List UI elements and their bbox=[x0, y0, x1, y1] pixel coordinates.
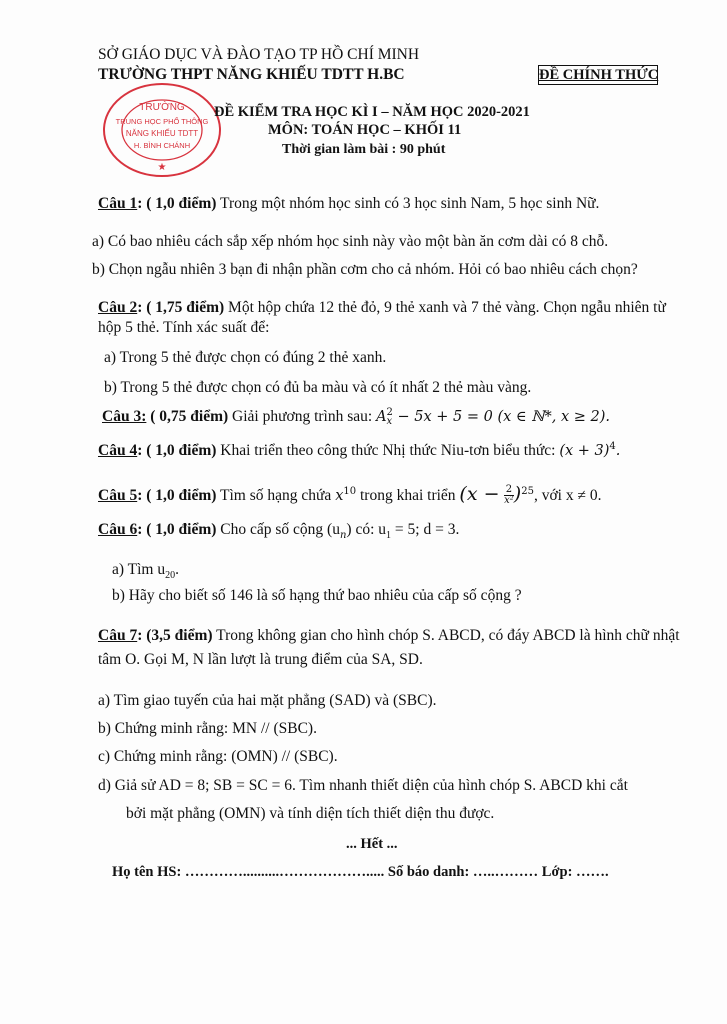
question-4: Câu 4: ( 1,0 điểm) Khai triển theo công thức Nhị thức Niu-tơn biểu thức: $(x + 3)^4$. bbox=[98, 441, 621, 459]
stamp-star-icon: ★ bbox=[157, 162, 167, 173]
question-5-term: $x^{10}$ bbox=[335, 486, 357, 504]
question-5-points: ( 1,0 điểm) bbox=[146, 486, 217, 504]
school-stamp bbox=[100, 80, 224, 180]
question-7-points: (3,5 điểm) bbox=[146, 627, 213, 644]
question-2-text-2: hộp 5 thẻ. Tính xác suất để: bbox=[98, 319, 270, 336]
question-6-points: ( 1,0 điểm) bbox=[146, 521, 217, 538]
question-5-expression: (x − $\frac{2}{\text{x²}}$ )$^{25}$ bbox=[459, 482, 534, 507]
question-1-b: b) Chọn ngẫu nhiên 3 bạn đi nhận phần cơm cho cả nhóm. Hỏi có bao nhiêu cách chọn? bbox=[92, 261, 638, 278]
question-2-a: a) Trong 5 thẻ được chọn có đúng 2 thẻ xanh. bbox=[104, 349, 387, 366]
question-2: Câu 2: ( 1,75 điểm) Một hộp chứa 12 thẻ đỏ, 9 thẻ xanh và 7 thẻ vàng. Chọn ngẫu nhiên từ bbox=[98, 299, 666, 316]
question-1-text: Trong một nhóm học sinh có 3 học sinh Nam, 5 học sinh Nữ. bbox=[220, 195, 600, 212]
question-5-condition: , với x ≠ 0. bbox=[533, 486, 602, 504]
question-7-d: d) Giả sử AD = 8; SB = SC = 6. Tìm nhanh thiết diện của hình chóp S. ABCD khi cắt bbox=[98, 777, 628, 794]
question-7-b: b) Chứng minh rằng: MN // (SBC). bbox=[98, 720, 317, 737]
exam-subject: MÔN: TOÁN HỌC – KHỐI 11 bbox=[268, 122, 462, 138]
exam-duration: Thời gian làm bài : 90 phút bbox=[282, 142, 446, 157]
question-6-label: Câu 6 bbox=[98, 521, 138, 538]
question-4-label: Câu 4 bbox=[98, 441, 138, 459]
question-3-text: Giải phương trình sau: bbox=[232, 408, 373, 425]
question-7-label: Câu 7 bbox=[98, 627, 138, 644]
end-marker: ... Hết ... bbox=[346, 836, 398, 852]
question-6-b: b) Hãy cho biết số 146 là số hạng thứ bao nhiêu của cấp số cộng ? bbox=[112, 587, 522, 604]
question-6-text: Cho cấp số cộng (u bbox=[220, 521, 340, 538]
official-badge: ĐỀ CHÍNH THỨC bbox=[539, 67, 659, 83]
question-7-line-1: Trong không gian cho hình chóp S. ABCD, có đáy ABCD là hình chữ nhật bbox=[216, 627, 680, 644]
question-5-label: Câu 5 bbox=[98, 486, 138, 504]
school-name: TRƯỜNG THPT NĂNG KHIẾU TDTT H.BC bbox=[98, 66, 405, 83]
question-5-text-2: trong khai triển bbox=[359, 486, 456, 504]
question-6-a: a) Tìm $u_{20}$. bbox=[112, 561, 179, 582]
question-4-points: ( 1,0 điểm) bbox=[146, 441, 217, 459]
stamp-text-3: NĂNG KHIẾU TDTT bbox=[125, 129, 199, 138]
question-3-label: Câu 3: bbox=[102, 408, 147, 425]
stamp-text-4: H. BÌNH CHÁNH bbox=[133, 141, 191, 150]
question-2-label: Câu 2 bbox=[98, 299, 138, 316]
question-3-points: ( 0,75 điểm) bbox=[150, 408, 229, 425]
question-7-c: c) Chứng minh rằng: (OMN) // (SBC). bbox=[98, 748, 338, 765]
question-7-line-2: tâm O. Gọi M, N lần lượt là trung điểm của SA, SD. bbox=[98, 651, 423, 668]
question-1-a: a) Có bao nhiêu cách sắp xếp nhóm học sinh này vào một bàn ăn cơm dài có 8 chỗ. bbox=[92, 233, 609, 250]
stamp-text-1: TRƯỜNG bbox=[139, 102, 185, 113]
question-2-text: Một hộp chứa 12 thẻ đỏ, 9 thẻ xanh và 7 thẻ vàng. Chọn ngẫu nhiên từ bbox=[228, 299, 666, 316]
exam-title: ĐỀ KIỂM TRA HỌC KÌ I – NĂM HỌC 2020-2021 bbox=[214, 104, 530, 120]
student-info-line: Họ tên HS: …………..........………………..... Số báo danh: …..……… Lớp: ……. bbox=[112, 864, 609, 880]
question-5-text: Tìm số hạng chứa bbox=[220, 486, 332, 504]
stamp-text-2: TRUNG HỌC PHỔ THÔNG bbox=[115, 117, 209, 126]
question-5: Câu 5: ( 1,0 điểm) Tìm số hạng chứa $x^{10}$ trong khai triển (x − $\frac{2}{\text{x²}}$ )$^{25}$, với x ≠ 0. bbox=[98, 482, 602, 507]
question-1-points: ( 1,0 điểm) bbox=[146, 195, 217, 212]
question-1-label: Câu 1 bbox=[98, 195, 138, 212]
question-1: Câu 1: ( 1,0 điểm) Trong một nhóm học sinh có 3 học sinh Nam, 5 học sinh Nữ. bbox=[98, 195, 600, 212]
question-3-equation: A 2 x − 5x + 5 = 0 (x ∈ ℕ*, x ≥ 2). bbox=[376, 407, 611, 427]
question-2-b: b) Trong 5 thẻ được chọn có đủ ba màu và có ít nhất 2 thẻ màu vàng. bbox=[104, 379, 532, 396]
question-7-a: a) Tìm giao tuyến của hai mặt phẳng (SAD) và (SBC). bbox=[98, 692, 437, 709]
question-2-points: ( 1,75 điểm) bbox=[146, 299, 225, 316]
department-name: SỞ GIÁO DỤC VÀ ĐÀO TẠO TP HỒ CHÍ MINH bbox=[98, 46, 420, 63]
question-4-text: Khai triển theo công thức Nhị thức Niu-tơn biểu thức: bbox=[220, 441, 556, 459]
question-7: Câu 7: (3,5 điểm) Trong không gian cho hình chóp S. ABCD, có đáy ABCD là hình chữ nhật bbox=[98, 627, 680, 644]
question-3 bbox=[102, 407, 610, 427]
question-7-d-continued: bởi mặt phẳng (OMN) và tính diện tích thiết diện thu được. bbox=[126, 805, 495, 822]
question-6: Câu 6: ( 1,0 điểm) Cho cấp số cộng $(u_n)$ có: $u_1 = 5$; d = 3. bbox=[98, 521, 460, 542]
question-4-expression: $(x + 3)^4$. bbox=[559, 441, 621, 459]
